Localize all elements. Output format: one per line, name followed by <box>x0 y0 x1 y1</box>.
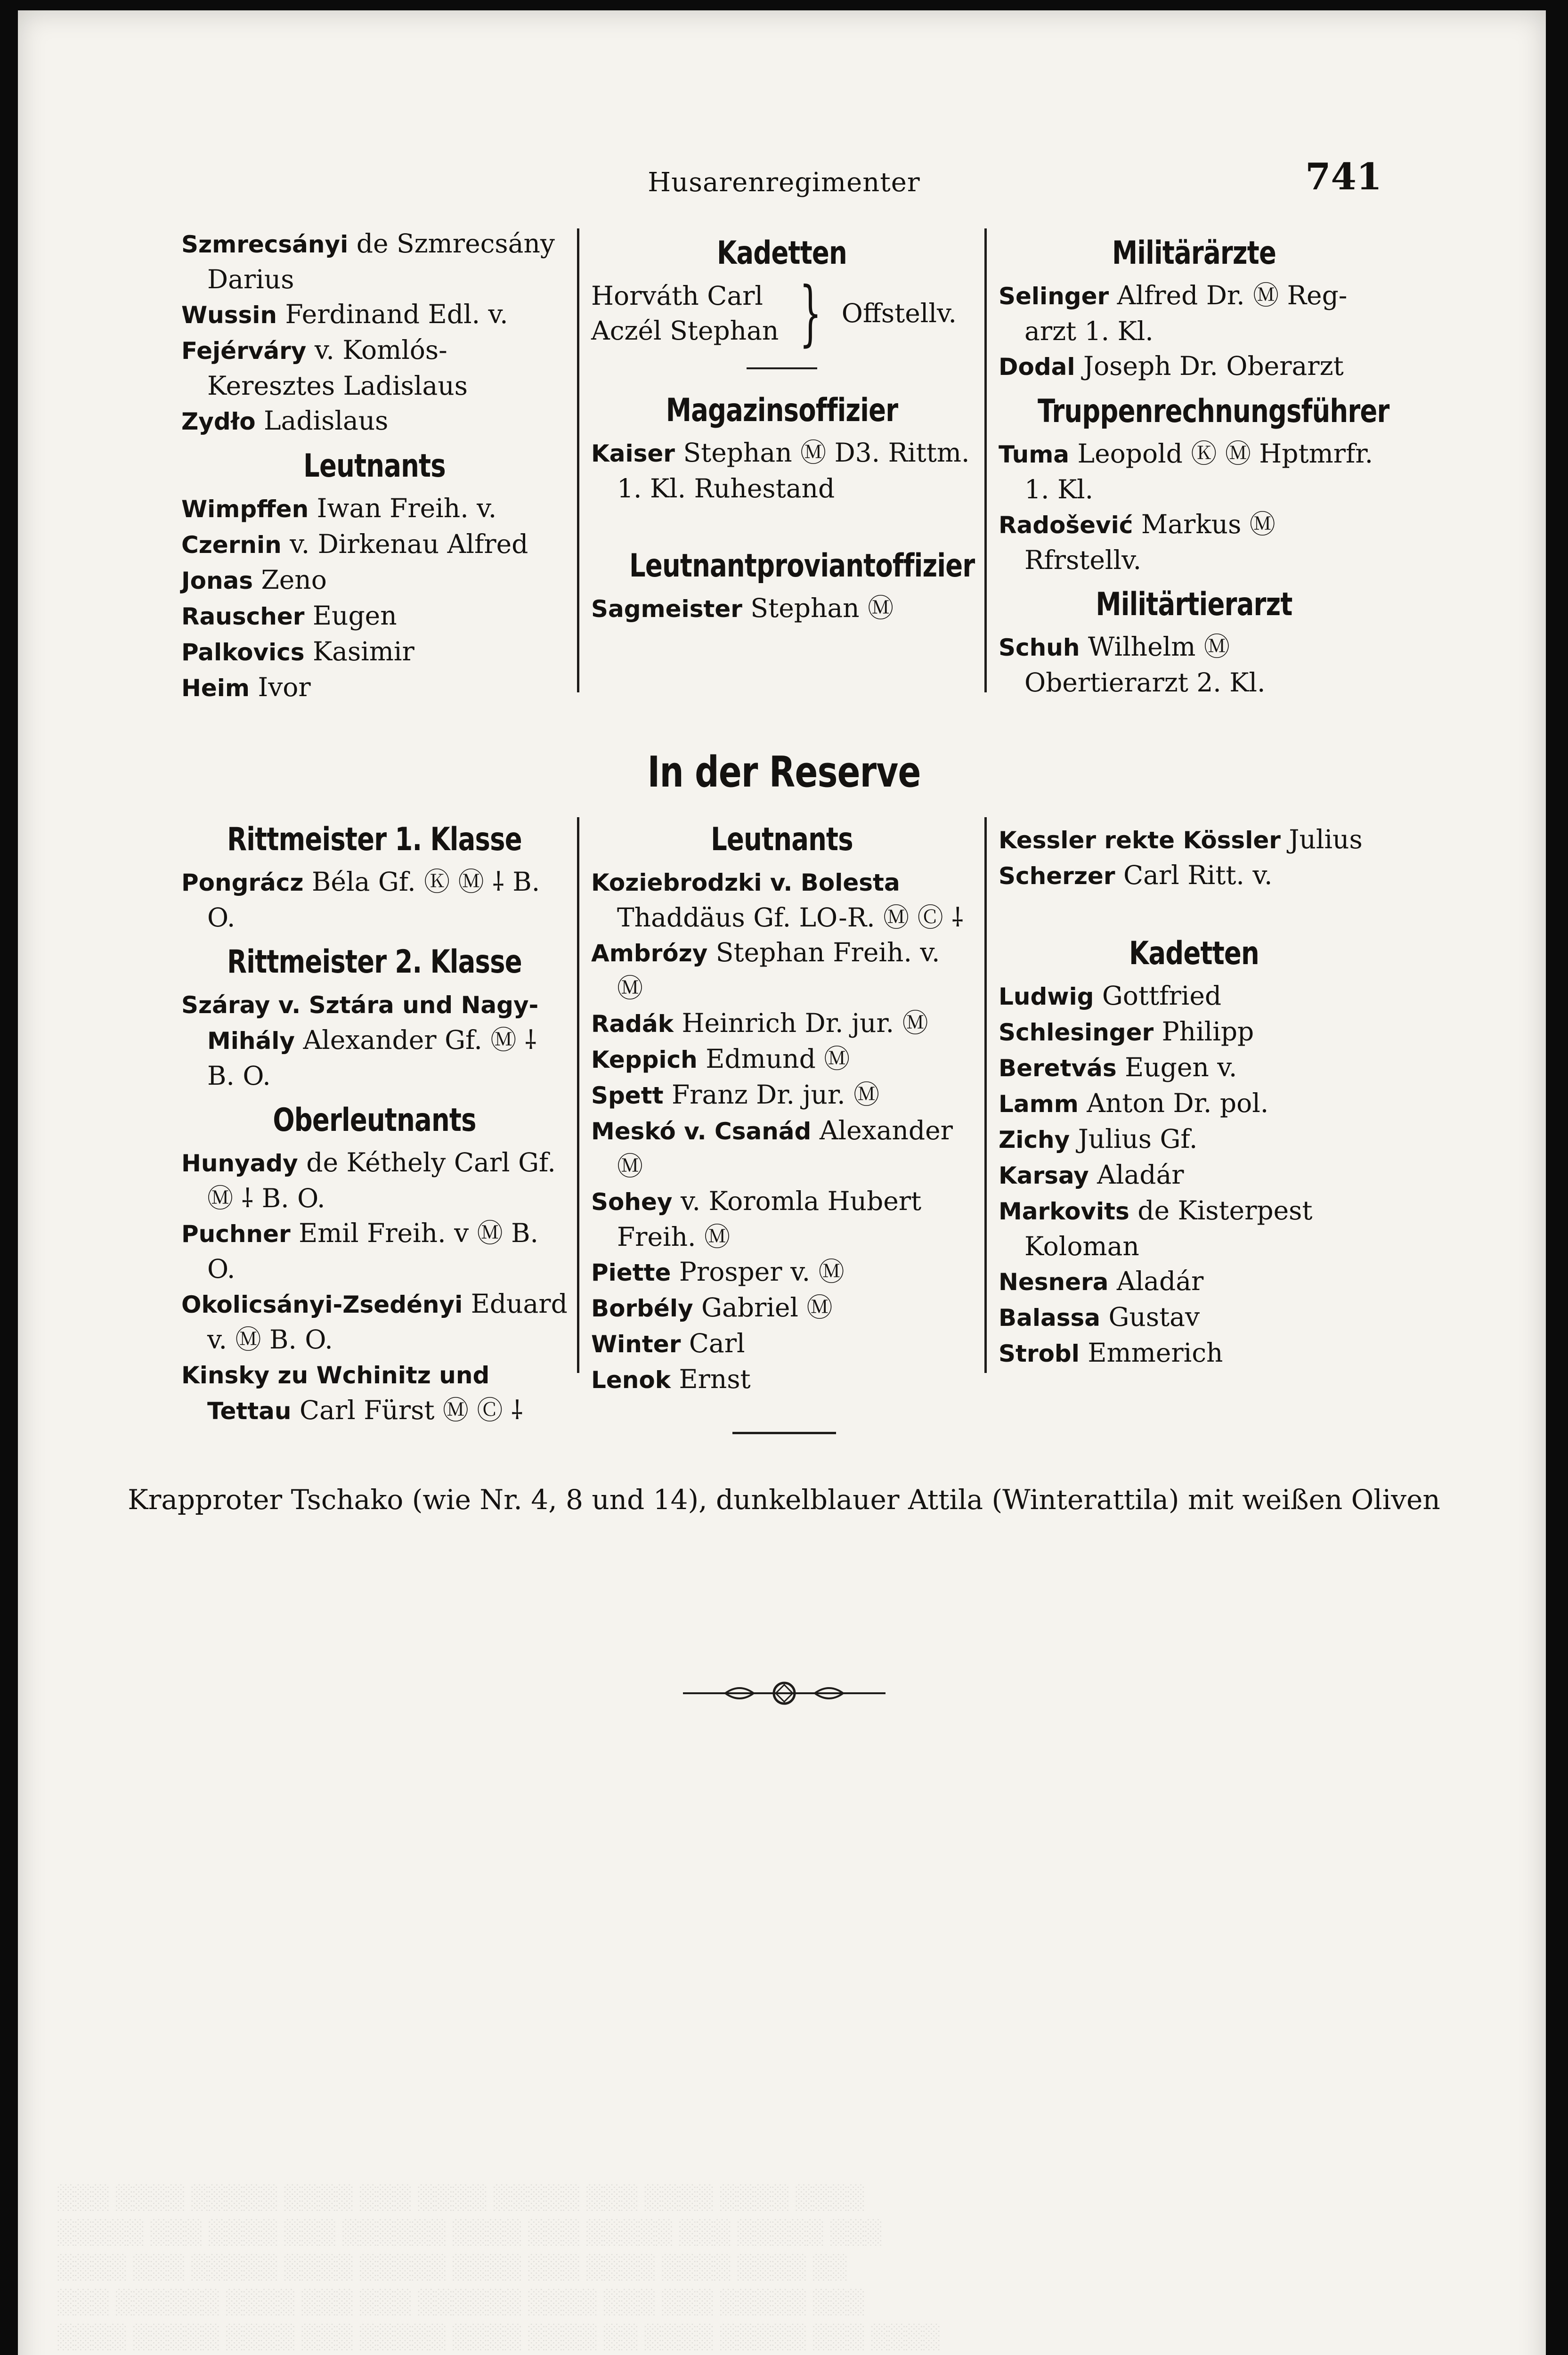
list-item: Rauscher Eugen <box>181 601 397 631</box>
list-item: Okolicsányi-Zsedényi Eduard v. Ⓜ B. O. <box>181 1289 568 1355</box>
list-item: Czernin v. Dirkenau Alfred <box>181 529 528 559</box>
brace-symbol: } <box>799 272 822 354</box>
kadett-entry: Horváth Carl <box>591 281 763 311</box>
list-item: Fejérváry v. Komlós-Keresztes Ladislaus <box>181 335 468 401</box>
list-item: Heim Ivor <box>181 672 311 702</box>
heading-rittmeister-1: Rittmeister 1. Klasse <box>227 821 522 858</box>
kadett-entry: Aczél Stephan <box>591 316 779 346</box>
list-item: Kinsky zu Wchinitz und Tettau Carl Fürst Ⓜ Ⓒ ⸸ <box>181 1362 523 1425</box>
list-item: Zydło Ladislaus <box>181 406 389 436</box>
list-item: Markovits de Kisterpest Koloman <box>999 1195 1313 1261</box>
column-2 <box>591 226 973 626</box>
heading-oberleutnants: Oberleutnants <box>273 1102 476 1139</box>
reserve-column-1 <box>181 812 568 1429</box>
bleed-through-text: ░░░░ ░░░░░ ░░░░ ░░░ ░░░░░ ░░░░ ░░░░ ░░ ░░░░ ░░░░░ ░░░ ░░░░ ░░░ ░░░░░░ ░░░░ ░░░ ░░░ ░░░░░░ ░░░░ ░░░ ░░░ ░░░░░ ░░░ ░░░░ ░░░ ░░░░░ ░░░░ ░░░░░ ░░░░ ░░░ ░░░░ ░░░░ ░░░░ ░░ ░░░░░ ░░░ ░░░░ ░░░ ░░░░░░ ░░░░ ░░░ ░░░░░ ░░░ ░░░░░ ░░░ ░░░ ░░░░ ░░░░░ ░░░░ ░░░ ░░░░ ░░░░░ ░░░ ░░░░ ░░░░ ░░░░ <box>57 2185 940 2351</box>
list-item: Kaiser Stephan Ⓜ D3. Rittm. 1. Kl. Ruhestand <box>591 438 970 503</box>
list-item: Sagmeister Stephan Ⓜ <box>591 593 894 623</box>
column-3 <box>999 226 1389 700</box>
short-rule <box>747 367 817 369</box>
list-item: Piette Prosper v. Ⓜ <box>591 1257 845 1287</box>
list-item: Keppich Edmund Ⓜ <box>591 1044 850 1074</box>
list-item: Koziebrodzki v. Bolesta Thaddäus Gf. LO-R. Ⓜ Ⓒ ⸸ <box>591 869 964 933</box>
list-item: Balassa Gustav <box>999 1302 1200 1332</box>
heading-militaeraerzte: Militärärzte <box>1112 235 1276 272</box>
reserve-column-2 <box>591 812 973 1397</box>
heading-leutnants: Leutnants <box>303 447 446 485</box>
list-item: Jonas Zeno <box>181 565 327 595</box>
list-item: Zichy Julius Gf. <box>999 1124 1198 1154</box>
heading-militaertierarzt: Militärtierarzt <box>1096 586 1292 623</box>
list-item: Ludwig Gottfried <box>999 981 1222 1011</box>
list-item: Lamm Anton Dr. pol. <box>999 1088 1269 1118</box>
heading-rittmeister-2: Rittmeister 2. Klasse <box>227 943 522 981</box>
list-item: Meskó v. Csanád Alexander Ⓜ <box>591 1115 953 1181</box>
list-item: Schlesinger Philipp <box>999 1016 1254 1047</box>
column-1 <box>181 226 568 706</box>
list-item: Strobl Emmerich <box>999 1338 1223 1368</box>
list-item: Palkovics Kasimir <box>181 636 414 666</box>
list-item: Hunyady de Kéthely Carl Gf. Ⓜ ⸸ B. O. <box>181 1147 556 1213</box>
heading-reserve-kadetten: Kadetten <box>1129 935 1259 972</box>
list-item: Tuma Leopold Ⓚ Ⓜ Hptmrfr. 1. Kl. <box>999 439 1373 504</box>
running-header: Husarenregimenter <box>648 167 920 198</box>
kadetten-bracket-group <box>591 272 973 354</box>
list-item: Sohey v. Koromla Hubert Freih. Ⓜ <box>591 1186 922 1252</box>
page-number: 741 <box>1305 155 1382 198</box>
heading-truppenrechnungsfuehrer: Truppenrechnungsführer <box>1038 393 1389 430</box>
heading-reserve-leutnants: Leutnants <box>711 821 853 858</box>
list-item: Wussin Ferdinand Edl. v. <box>181 299 508 329</box>
list-item: Puchner Emil Freih. v Ⓜ B. O. <box>181 1218 539 1284</box>
list-item: Pongrácz Béla Gf. Ⓚ Ⓜ ⸸ B. O. <box>181 867 540 933</box>
heading-leutnantproviantoffizier: Leutnantproviantoffizier <box>629 547 975 585</box>
separator-rule <box>732 1432 836 1434</box>
heading-magazinsoffizier: Magazinsoffizier <box>666 392 898 429</box>
list-item: Spett Franz Dr. jur. Ⓜ <box>591 1080 880 1110</box>
list-item: Ambrózy Stephan Freih. v. Ⓜ <box>591 937 940 1003</box>
list-item: Radošević Markus Ⓜ Rfrstellv. <box>999 509 1276 575</box>
list-item: Winter Carl <box>591 1328 745 1358</box>
list-item: Száray v. Sztára und Nagy-Mihály Alexander Gf. Ⓜ ⸸ B. O. <box>181 991 539 1091</box>
ornament-divider <box>683 1679 886 1709</box>
list-item: Scherzer Carl Ritt. v. <box>999 860 1273 890</box>
list-item: Dodal Joseph Dr. Oberarzt <box>999 351 1344 381</box>
list-item: Kessler rekte Kössler Julius <box>999 824 1363 854</box>
column-divider <box>577 817 579 1373</box>
list-item: Selinger Alfred Dr. Ⓜ Reg-arzt 1. Kl. <box>999 280 1348 346</box>
list-item: Karsay Aladár <box>999 1160 1184 1190</box>
list-item: Beretvás Eugen v. <box>999 1052 1237 1082</box>
reserve-column-3 <box>999 822 1389 1371</box>
heading-kadetten: Kadetten <box>717 235 847 272</box>
column-divider <box>984 228 987 692</box>
heading-in-der-reserve: In der Reserve <box>647 747 921 797</box>
list-item: Lenok Ernst <box>591 1364 751 1394</box>
column-divider <box>984 817 987 1373</box>
list-item: Radák Heinrich Dr. jur. Ⓜ <box>591 1008 928 1038</box>
uniform-footnote: Krapproter Tschako (wie Nr. 4, 8 und 14), dunkelblauer Attila (Winterattila) mit weißen Oliven <box>128 1484 1440 1516</box>
list-item: Borbély Gabriel Ⓜ <box>591 1292 833 1323</box>
column-divider <box>577 228 579 692</box>
list-item: Szmrecsányi de Szmrecsány Darius <box>181 228 555 294</box>
kadetten-note: Offstellv. <box>841 298 957 328</box>
list-item: Wimpffen Iwan Freih. v. <box>181 493 497 523</box>
list-item: Schuh Wilhelm Ⓜ Obertierarzt 2. Kl. <box>999 632 1266 698</box>
list-item: Nesnera Aladár <box>999 1266 1204 1296</box>
